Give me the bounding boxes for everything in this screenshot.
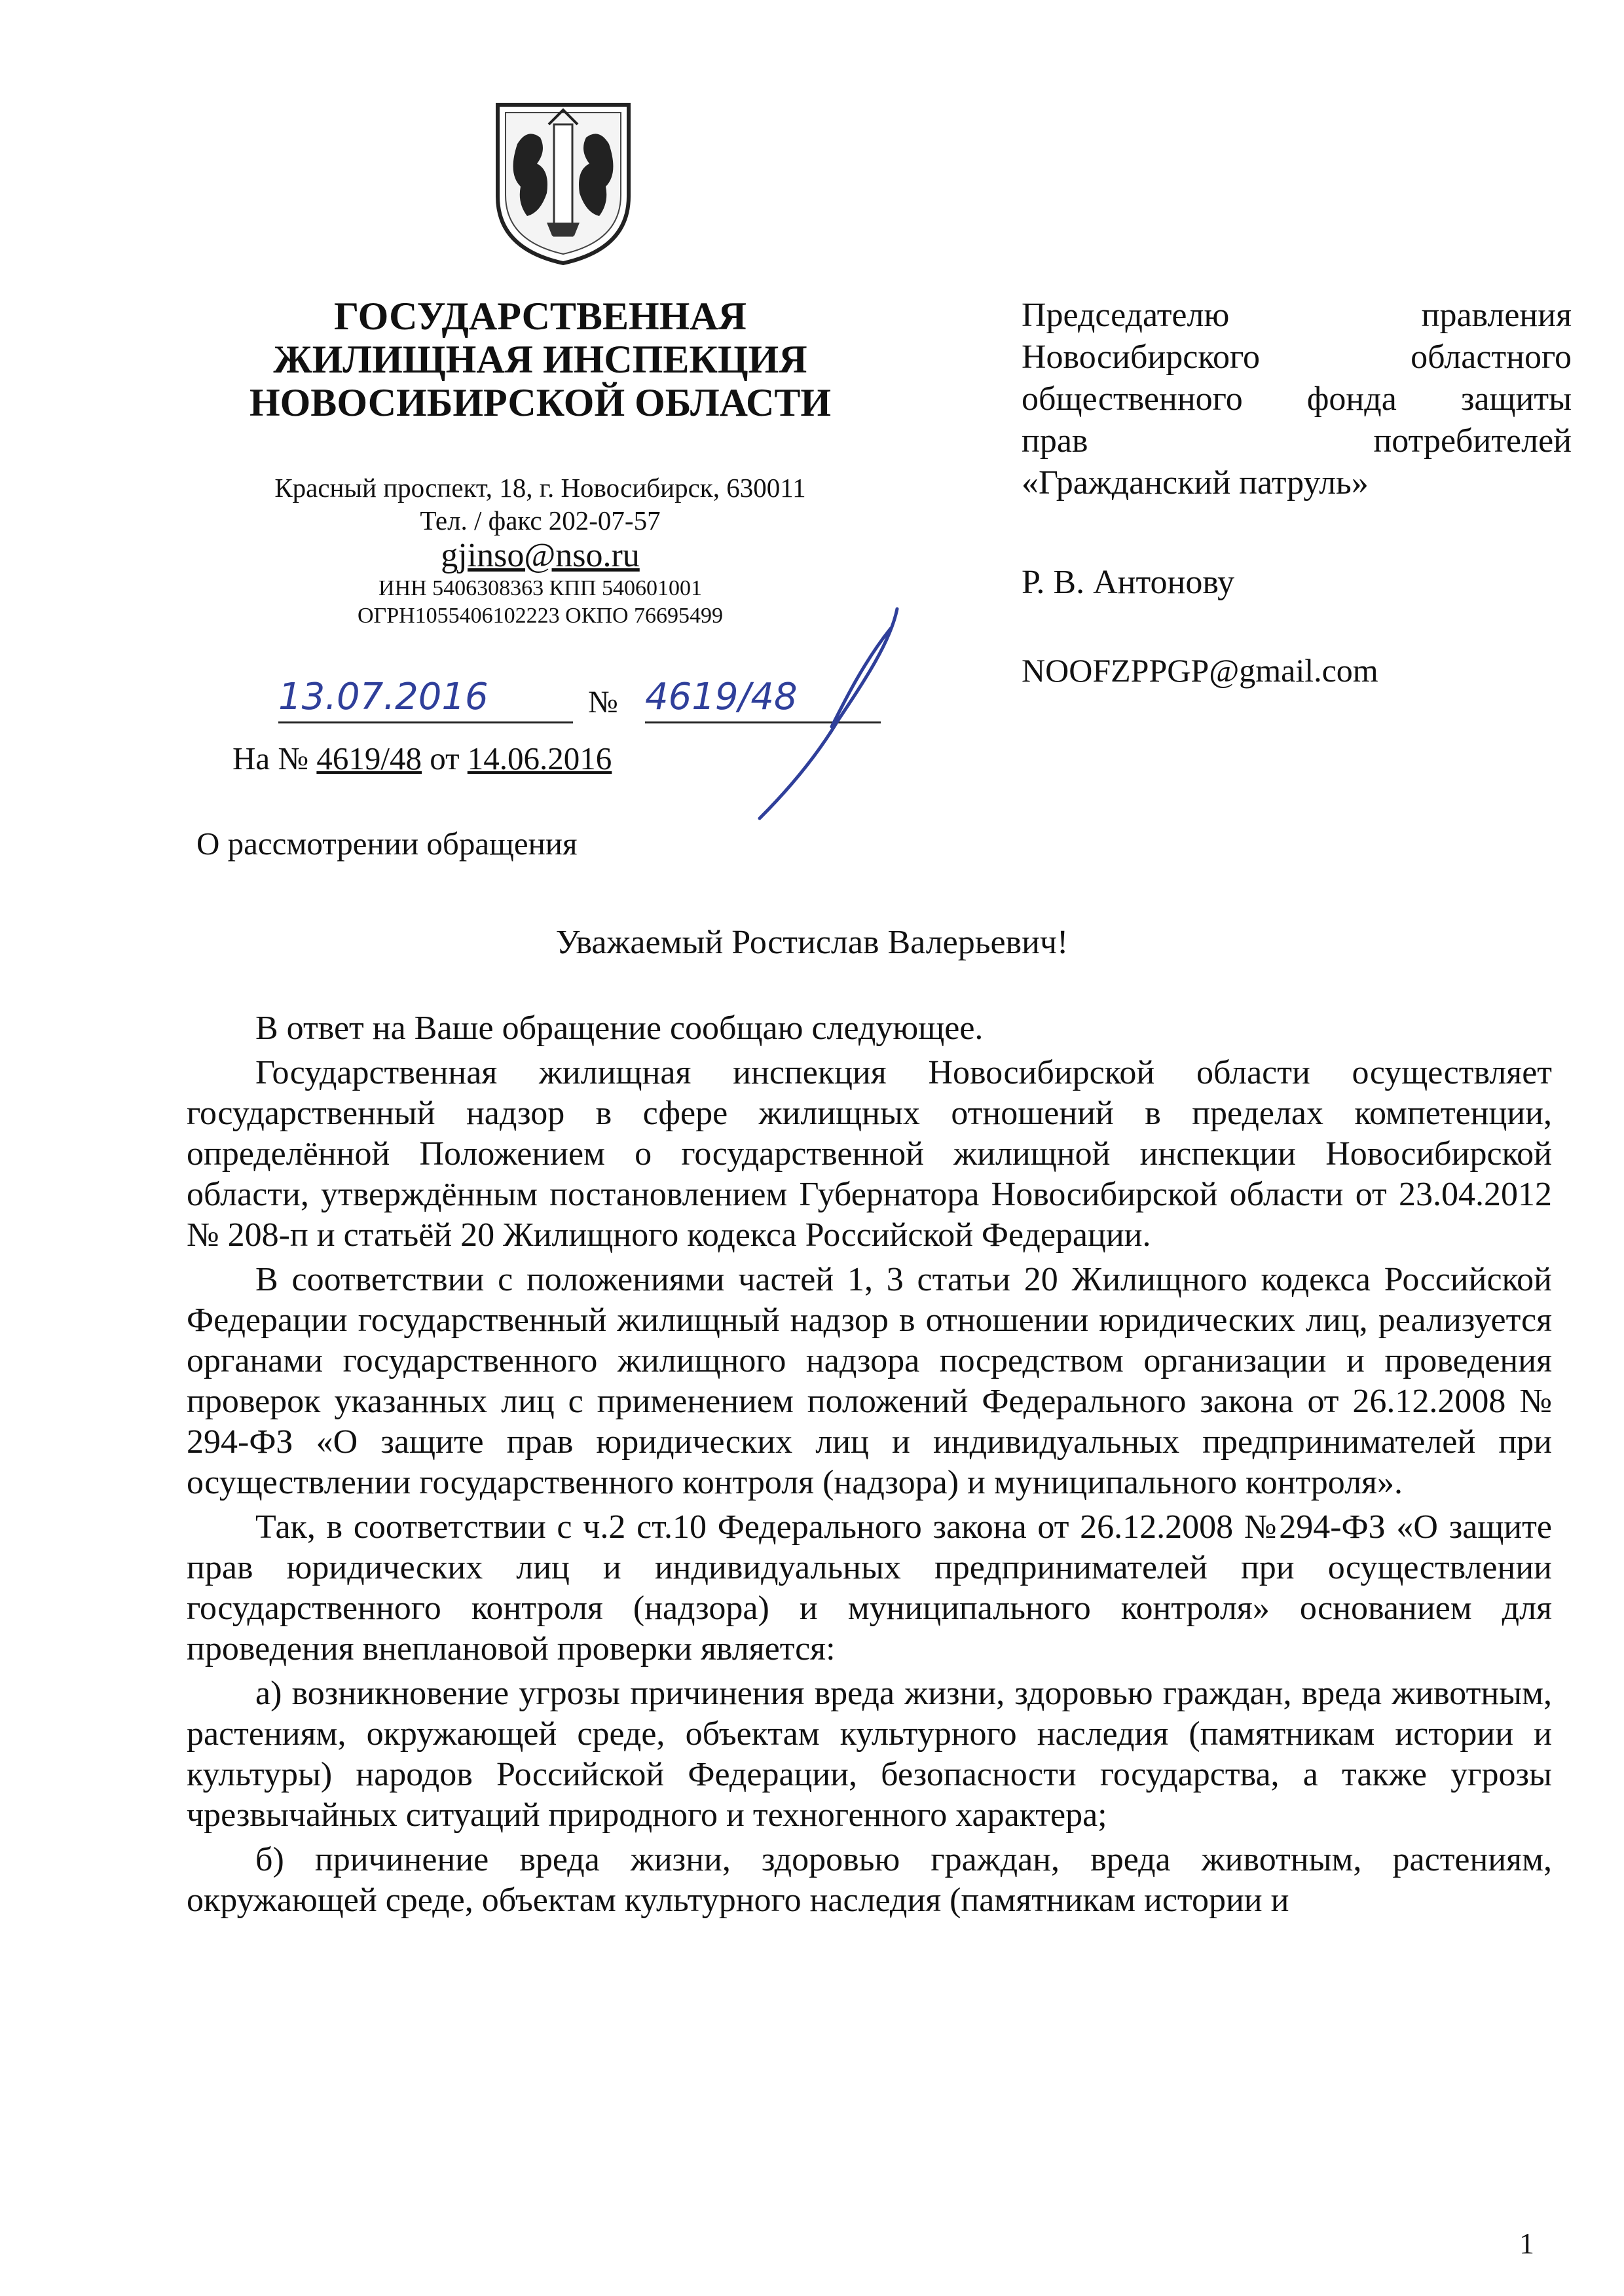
org-address: Красный проспект, 18, г. Новосибирск, 630011 (274, 473, 806, 503)
reply-prefix: На № (232, 740, 309, 776)
body-paragraph-1: В ответ на Ваше обращение сообщаю следующее. (255, 1010, 984, 1047)
organization-name (210, 295, 871, 424)
org-name-line-1: ГОСУДАРСТВЕННАЯ (334, 295, 747, 338)
recipient-name: Р. В. Антонову (1022, 564, 1235, 601)
letter-body (187, 1008, 1552, 1925)
greeting: Уважаемый Ростислав Валерьевич! (555, 924, 1069, 961)
body-item-a: а) возникновение угрозы причинения вреда жизни, здоровью граждан, вреда животным, растениям, окружающей среде, объектам культурного наследия (памятникам истории и культуры) народов Российской Федерации, безопасности государства, а также угрозы чрезвычайных ситуаций природного и техногенного характера; (187, 1675, 1552, 1834)
letter-subject: О рассмотрении обращения (196, 826, 578, 862)
org-name-line-2: ЖИЛИЩНАЯ ИНСПЕКЦИЯ (273, 338, 807, 381)
reply-date: 14.06.2016 (467, 740, 612, 776)
coat-of-arms-emblem (491, 98, 635, 268)
registration-number-sign: № (588, 685, 618, 720)
reply-number: 4619/48 (316, 740, 422, 776)
recipient-line-4: прав потребителей (1022, 422, 1572, 460)
body-paragraph-3: В соответствии с положениями частей 1, 3 статьи 20 Жилищного кодекса Российской Федерации государственный жилищный надзор в отношении юридических лиц, реализуется органами государственного жилищного надзора посредством организации и проведения проверок указанных лиц с применением положений Федерального закона от 26.12.2008 № 294-ФЗ «О защите прав юридических лиц и индивидуальных предпринимателей при осуществлении государственного контроля (надзора) и муниципального контроля». (187, 1261, 1552, 1501)
body-paragraph-2: Государственная жилищная инспекция Новосибирской области осуществляет государственный надзор в сфере жилищных отношений в пределах компетенции, определённой Положением о государственной жилищной инспекции Новосибирской области, утверждённым постановлением Губернатора Новосибирской области от 23.04.2012 № 208-п и статьёй 20 Жилищного кодекса Российской Федерации. (187, 1054, 1552, 1254)
org-email-link[interactable]: gjinso@nso.ru (441, 537, 640, 574)
registration-number: 4619/48 (645, 676, 881, 723)
recipient-email[interactable]: NOOFZPPGP@gmail.com (1022, 652, 1378, 689)
handwritten-mark (733, 602, 917, 825)
body-item-b: б) причинение вреда жизни, здоровью граждан, вреда животным, растениям, окружающей среде, объектам культурного наследия (памятникам истории и (187, 1841, 1552, 1919)
reply-from: от (430, 740, 460, 776)
recipient-block (1022, 295, 1572, 504)
org-name-line-3: НОВОСИБИРСКОЙ ОБЛАСТИ (249, 381, 832, 424)
org-inn: ИНН 5406308363 КПП 540601001 (378, 576, 702, 600)
recipient-line-5: «Гражданский патруль» (1022, 464, 1369, 501)
registration-date: 13.07.2016 (278, 676, 573, 723)
body-paragraph-4: Так, в соответствии с ч.2 ст.10 Федерального закона от 26.12.2008 №294-ФЗ «О защите прав юридических лиц и индивидуальных предпринимателей при осуществлении государственного контроля (надзора) и муниципального контроля» основанием для проведения внеплановой проверки является: (187, 1508, 1552, 1667)
recipient-line-3: общественного фонда защиты (1022, 380, 1572, 418)
org-ogrn: ОГРН1055406102223 ОКПО 76695499 (357, 604, 723, 628)
page-number: 1 (1519, 2227, 1534, 2260)
recipient-line-2: Новосибирского областного (1022, 338, 1572, 376)
org-phone: Тел. / факс 202-07-57 (420, 505, 661, 536)
recipient-line-1: Председателю правления (1022, 297, 1572, 334)
reply-reference (232, 740, 612, 777)
